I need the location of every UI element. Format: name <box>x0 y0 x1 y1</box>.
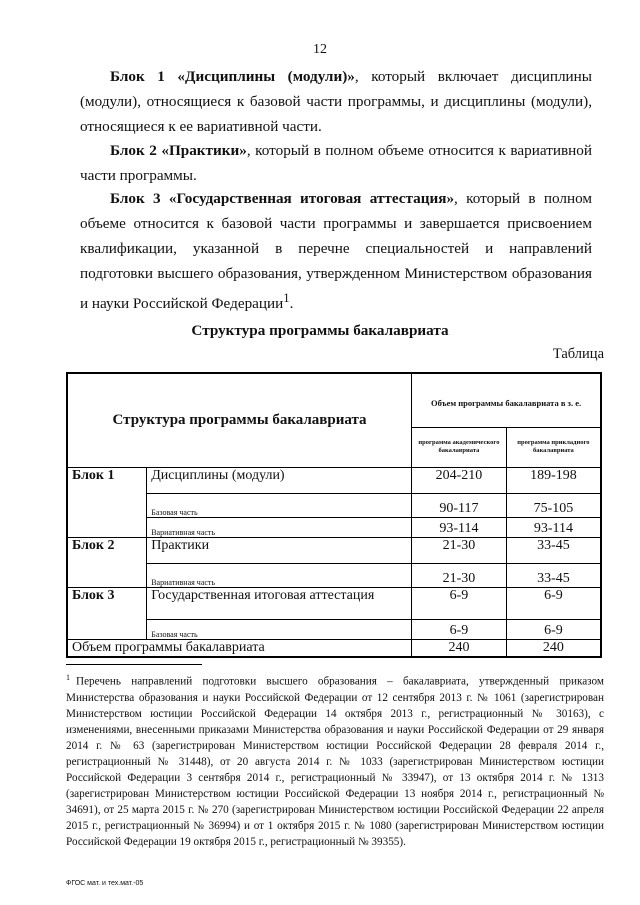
footnote-divider <box>66 664 202 665</box>
block3-name: Блок 3 «Государственная итоговая аттестация» <box>110 190 455 207</box>
block1-var-applied: 93-114 <box>506 517 601 537</box>
block3-academic: 6-9 <box>412 587 507 619</box>
block1-title: Дисциплины (модули) <box>147 467 412 493</box>
block3-base-label: Базовая часть <box>147 619 412 639</box>
footnote-mark: 1 <box>66 673 70 682</box>
block2-var-academic: 21-30 <box>412 563 507 587</box>
total-academic: 240 <box>412 639 507 657</box>
block3-description: , который в полном объеме относится к базовой части программы и завершается присвоением квалификации, указанной в перечне специальностей и направлений подготовки высшего образования, утвержденном Министерством образования и науки Российской Федерации <box>80 190 592 313</box>
block3-title: Государственная итоговая аттестация <box>147 587 412 619</box>
block2-var-applied: 33-45 <box>506 563 601 587</box>
block1-academic: 204-210 <box>412 467 507 493</box>
paragraph-block2 <box>80 138 592 188</box>
footnote-text: Перечень направлений подготовки высшего образования – бакалавриата, утвержденный приказом Министерства образования и науки Российской Федерации от 12 сентября 2013 г. № 1061 (зарегистрирован Министерством юстиции Российской Федерации 14 октября 2013 г., регистрационный № 30163), с изменениями, внесенными приказами Министерства образования и науки Российской Федерации от 29 января 2014 г. № 63 (зарегистрирован Министерством юстиции Российской Федерации 28 февраля 2014 г., регистрационный № 31448), от 20 августа 2014 г. № 1033 (зарегистрирован Министерством юстиции Российской Федерации 3 сентября 2014 г., регистрационный № 33947), от 13 октября 2014 г. № 1313 (зарегистрирован Министерством юстиции Российской Федерации 13 ноября 2014 г., регистрационный № 34691), от 25 марта 2015 г. № 270 (зарегистрирован Министерством юстиции Российской Федерации 22 апреля 2015 г., регистрационный № 36994) и от 1 октября 2015 г. № 1080 (зарегистрирован Министерством юстиции Российской Федерации 19 октября 2015 г., регистрационный № 39355). <box>66 675 604 848</box>
program-structure-table <box>66 372 602 658</box>
page-number: 12 <box>313 42 327 57</box>
table-row <box>67 467 601 493</box>
block2-var-label: Вариативная часть <box>147 563 412 587</box>
block1-base-academic: 90-117 <box>412 493 507 517</box>
table-row <box>67 517 601 537</box>
table-header-row <box>67 373 601 427</box>
block1-var-academic: 93-114 <box>412 517 507 537</box>
table-row <box>67 563 601 587</box>
block3-label: Блок 3 <box>67 587 147 639</box>
table-title: Структура программы бакалавриата <box>191 322 449 339</box>
header-volume: Объем программы бакалавриата в з. е. <box>412 373 601 427</box>
paragraph-block3: Блок 3 «Государственная итоговая аттестация», который в полном объеме относится к базовой части программы и завершается присвоением квалификации, указанной в перечне специальностей и направлений подготовки высшего образования, утвержденном Министерством образования и науки Российской Федерации$^1$. <box>80 190 592 313</box>
header-academic: программа академического бакалавриата <box>412 427 507 467</box>
block1-var-label: Вариативная часть <box>147 517 412 537</box>
block2-name: Блок 2 «Практики» <box>110 142 247 159</box>
block3-base-applied: 6-9 <box>506 619 601 639</box>
block1-base-applied: 75-105 <box>506 493 601 517</box>
table-row <box>67 493 601 517</box>
total-applied: 240 <box>506 639 601 657</box>
table-row <box>67 619 601 639</box>
page-footer: ФГОС мат. и тех.мат.-05 <box>66 880 144 887</box>
table-row <box>67 587 601 619</box>
table-label: Таблица <box>552 346 604 362</box>
block1-description: , который включает дисциплины (модули), относящиеся к базовой части программы, и дисциплины (модули), относящиеся к ее вариативной части. <box>80 68 592 135</box>
block1-base-label: Базовая часть <box>147 493 412 517</box>
paragraph-block1 <box>80 64 592 139</box>
block2-academic: 21-30 <box>412 537 507 563</box>
header-structure: Структура программы бакалавриата <box>67 373 412 467</box>
table-row <box>67 537 601 563</box>
block2-title: Практики <box>147 537 412 563</box>
block1-name: Блок 1 «Дисциплины (модули)» <box>110 68 355 85</box>
block2-label: Блок 2 <box>67 537 147 587</box>
table-total-row <box>67 639 601 657</box>
block3-applied: 6-9 <box>506 587 601 619</box>
footnote <box>66 670 604 850</box>
header-applied: программа прикладного бакалавриата <box>506 427 601 467</box>
footnote-reference[interactable]: 1 <box>283 291 290 305</box>
block1-applied: 189-198 <box>506 467 601 493</box>
block3-base-academic: 6-9 <box>412 619 507 639</box>
block1-label: Блок 1 <box>67 467 147 537</box>
block2-applied: 33-45 <box>506 537 601 563</box>
block2-description: , который в полном объеме относится к вариативной части программы. <box>80 142 592 184</box>
total-label: Объем программы бакалавриата <box>67 639 412 657</box>
